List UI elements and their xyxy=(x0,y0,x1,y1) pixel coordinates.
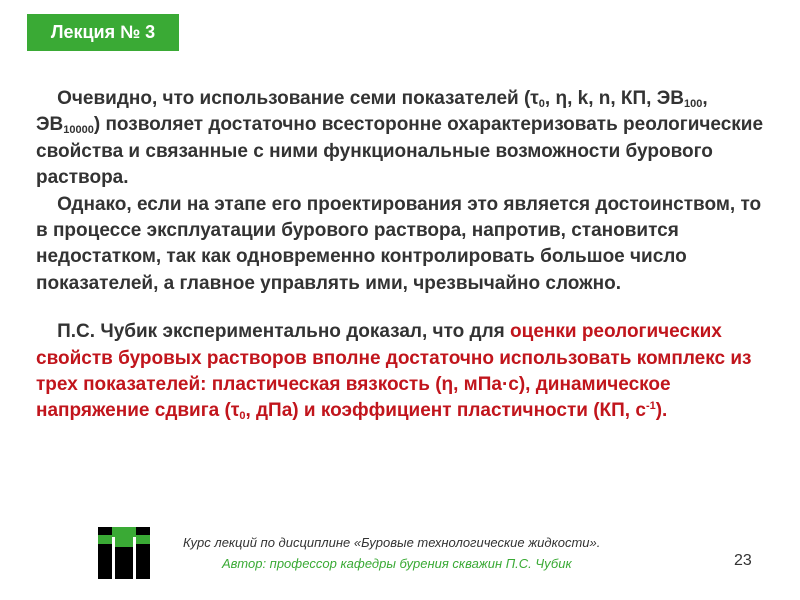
course-title: Курс лекций по дисциплине «Буровые технологические жидкости». xyxy=(183,535,601,550)
slide-content xyxy=(36,86,766,425)
highlighted-conclusion: оценки реологических свойств буровых растворов вполне достаточно использовать комплекс из трех показателей: пластическая вязкость (η, мПа·с), динамическое напряжение сдвига ($\tau_0$, дПа) и коэффициент пластичности (КП, $с^{-1}$). xyxy=(36,321,752,423)
paragraph-2: Однако, если на этапе его проектирования это является достоинством, то в процессе эксплуатации бурового раствора, напротив, становится недостатком, так как одновременно контролировать большое число показателей, а главное управлять ими, чрезвычайно сложно. xyxy=(36,193,762,294)
paragraph-3: П.С. Чубик экспериментально доказал, что для оценки реологических свойств буровых растворов вполне достаточно использовать комплекс из трех показателей: пластическая вязкость (η, мПа·с), динамическое напряжение сдвига ($\tau_0$, дПа) и коэффициент пластичности (КП, $с^{-1}$). xyxy=(36,321,752,423)
author-line: Автор: профессор кафедры бурения скважин П.С. Чубик xyxy=(222,556,572,571)
lecture-badge xyxy=(27,14,179,51)
page-number: 23 xyxy=(734,552,752,569)
university-logo-icon xyxy=(98,527,150,579)
paragraph-1: Очевидно, что использование семи показателей ($\tau_0$, η, k, n, КП, $ЭВ_{100}$, $ЭВ_{10000}$) позволяет достаточно всесторонне охарактеризовать реологические свойства и связанные с ними функциональные возможности бурового раствора. xyxy=(36,88,764,189)
lecture-title: Лекция № 3 xyxy=(50,22,156,42)
